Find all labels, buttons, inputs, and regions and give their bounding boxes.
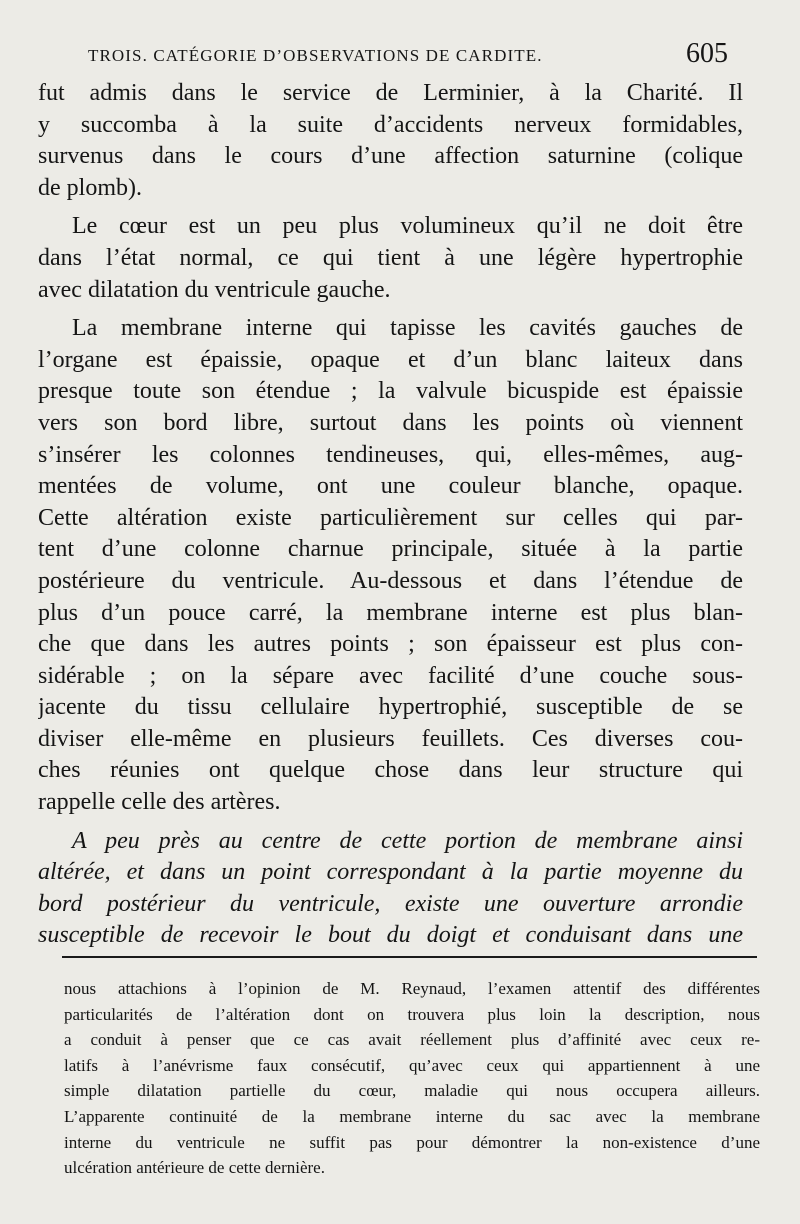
paragraph-4-italic bbox=[38, 826, 743, 952]
text-line: presque toute son étendue ; la valvule bicuspide est épaissie bbox=[38, 378, 743, 405]
footnote-line: a conduit à penser que ce cas avait réellement plus d’affinité avec ceux re- bbox=[64, 1030, 760, 1050]
footnote-line: simple dilatation partielle du cœur, maladie qui nous occupera ailleurs. bbox=[64, 1081, 760, 1101]
page-number: 605 bbox=[686, 38, 728, 69]
text-line: dans l’état normal, ce qui tient à une légère hypertrophie bbox=[38, 244, 743, 271]
footnote-line: particularités de l’altération dont on trouvera plus loin la description, nous bbox=[64, 1004, 760, 1024]
text-line: La membrane interne qui tapisse les cavités gauches de bbox=[72, 315, 743, 342]
text-line: sidérable ; on la sépare avec facilité d’une couche sous- bbox=[38, 662, 743, 689]
footnote-divider bbox=[62, 956, 757, 958]
footnote bbox=[64, 976, 760, 1181]
text-line: altérée, et dans un point correspondant à la partie moyenne du bbox=[38, 859, 743, 886]
text-line: plus d’un pouce carré, la membrane interne est plus blan- bbox=[38, 599, 743, 626]
footnote-line: interne du ventricule ne suffit pas pour démontrer la non-existence d’une bbox=[64, 1132, 760, 1152]
main-text bbox=[38, 78, 743, 952]
text-line: l’organe est épaissie, opaque et d’un blanc laiteux dans bbox=[38, 346, 743, 373]
text-line: de plomb). bbox=[38, 174, 142, 201]
text-line: rappelle celle des artères. bbox=[38, 789, 281, 816]
text-line: survenus dans le cours d’une affection saturnine (colique bbox=[38, 143, 743, 170]
text-line: fut admis dans le service de Lerminier, à la Charité. Il bbox=[38, 80, 743, 106]
text-line: Cette altération existe particulièrement sur celles qui par- bbox=[38, 504, 743, 531]
footnote-line: latifs à l’anévrisme faux consécutif, qu’avec ceux qui appartiennent à une bbox=[64, 1055, 760, 1075]
text-line: bord postérieur du ventricule, existe une ouverture arrondie bbox=[38, 890, 743, 917]
text-line: mentées de volume, ont une couleur blanche, opaque. bbox=[38, 473, 743, 500]
running-header bbox=[88, 38, 728, 68]
running-title: TROIS. CATÉGORIE D’OBSERVATIONS DE CARDITE. bbox=[88, 46, 543, 65]
text-line: diviser elle-même en plusieurs feuillets. Ces diverses cou- bbox=[38, 725, 743, 752]
footnote-line: ulcération antérieure de cette dernière. bbox=[64, 1158, 325, 1178]
text-line: Le cœur est un peu plus volumineux qu’il ne doit être bbox=[72, 213, 743, 240]
text-line: postérieure du ventricule. Au-dessous et dans l’étendue de bbox=[38, 567, 743, 594]
paragraph-2 bbox=[38, 211, 743, 306]
text-line: susceptible de recevoir le bout du doigt et conduisant dans une bbox=[38, 922, 743, 949]
text-line: jacente du tissu cellulaire hypertrophié, susceptible de se bbox=[38, 694, 743, 721]
text-line: ches réunies ont quelque chose dans leur structure qui bbox=[38, 757, 743, 784]
text-line: che que dans les autres points ; son épaisseur est plus con- bbox=[38, 631, 743, 658]
text-line: vers son bord libre, surtout dans les points où viennent bbox=[38, 409, 743, 436]
paragraph-1 bbox=[38, 78, 743, 204]
text-line: avec dilatation du ventricule gauche. bbox=[38, 276, 391, 303]
text-line: tent d’une colonne charnue principale, située à la partie bbox=[38, 536, 743, 563]
text-line: s’insérer les colonnes tendineuses, qui, elles-mêmes, aug- bbox=[38, 441, 743, 468]
footnote-line: L’apparente continuité de la membrane interne du sac avec la membrane bbox=[64, 1106, 760, 1126]
text-line: y succomba à la suite d’accidents nerveux formidables, bbox=[38, 111, 743, 138]
paragraph-3 bbox=[38, 313, 743, 819]
text-line: A peu près au centre de cette portion de membrane ainsi bbox=[72, 827, 743, 854]
footnote-line: nous attachions à l’opinion de M. Reynaud, l’examen attentif des différentes bbox=[64, 979, 760, 998]
